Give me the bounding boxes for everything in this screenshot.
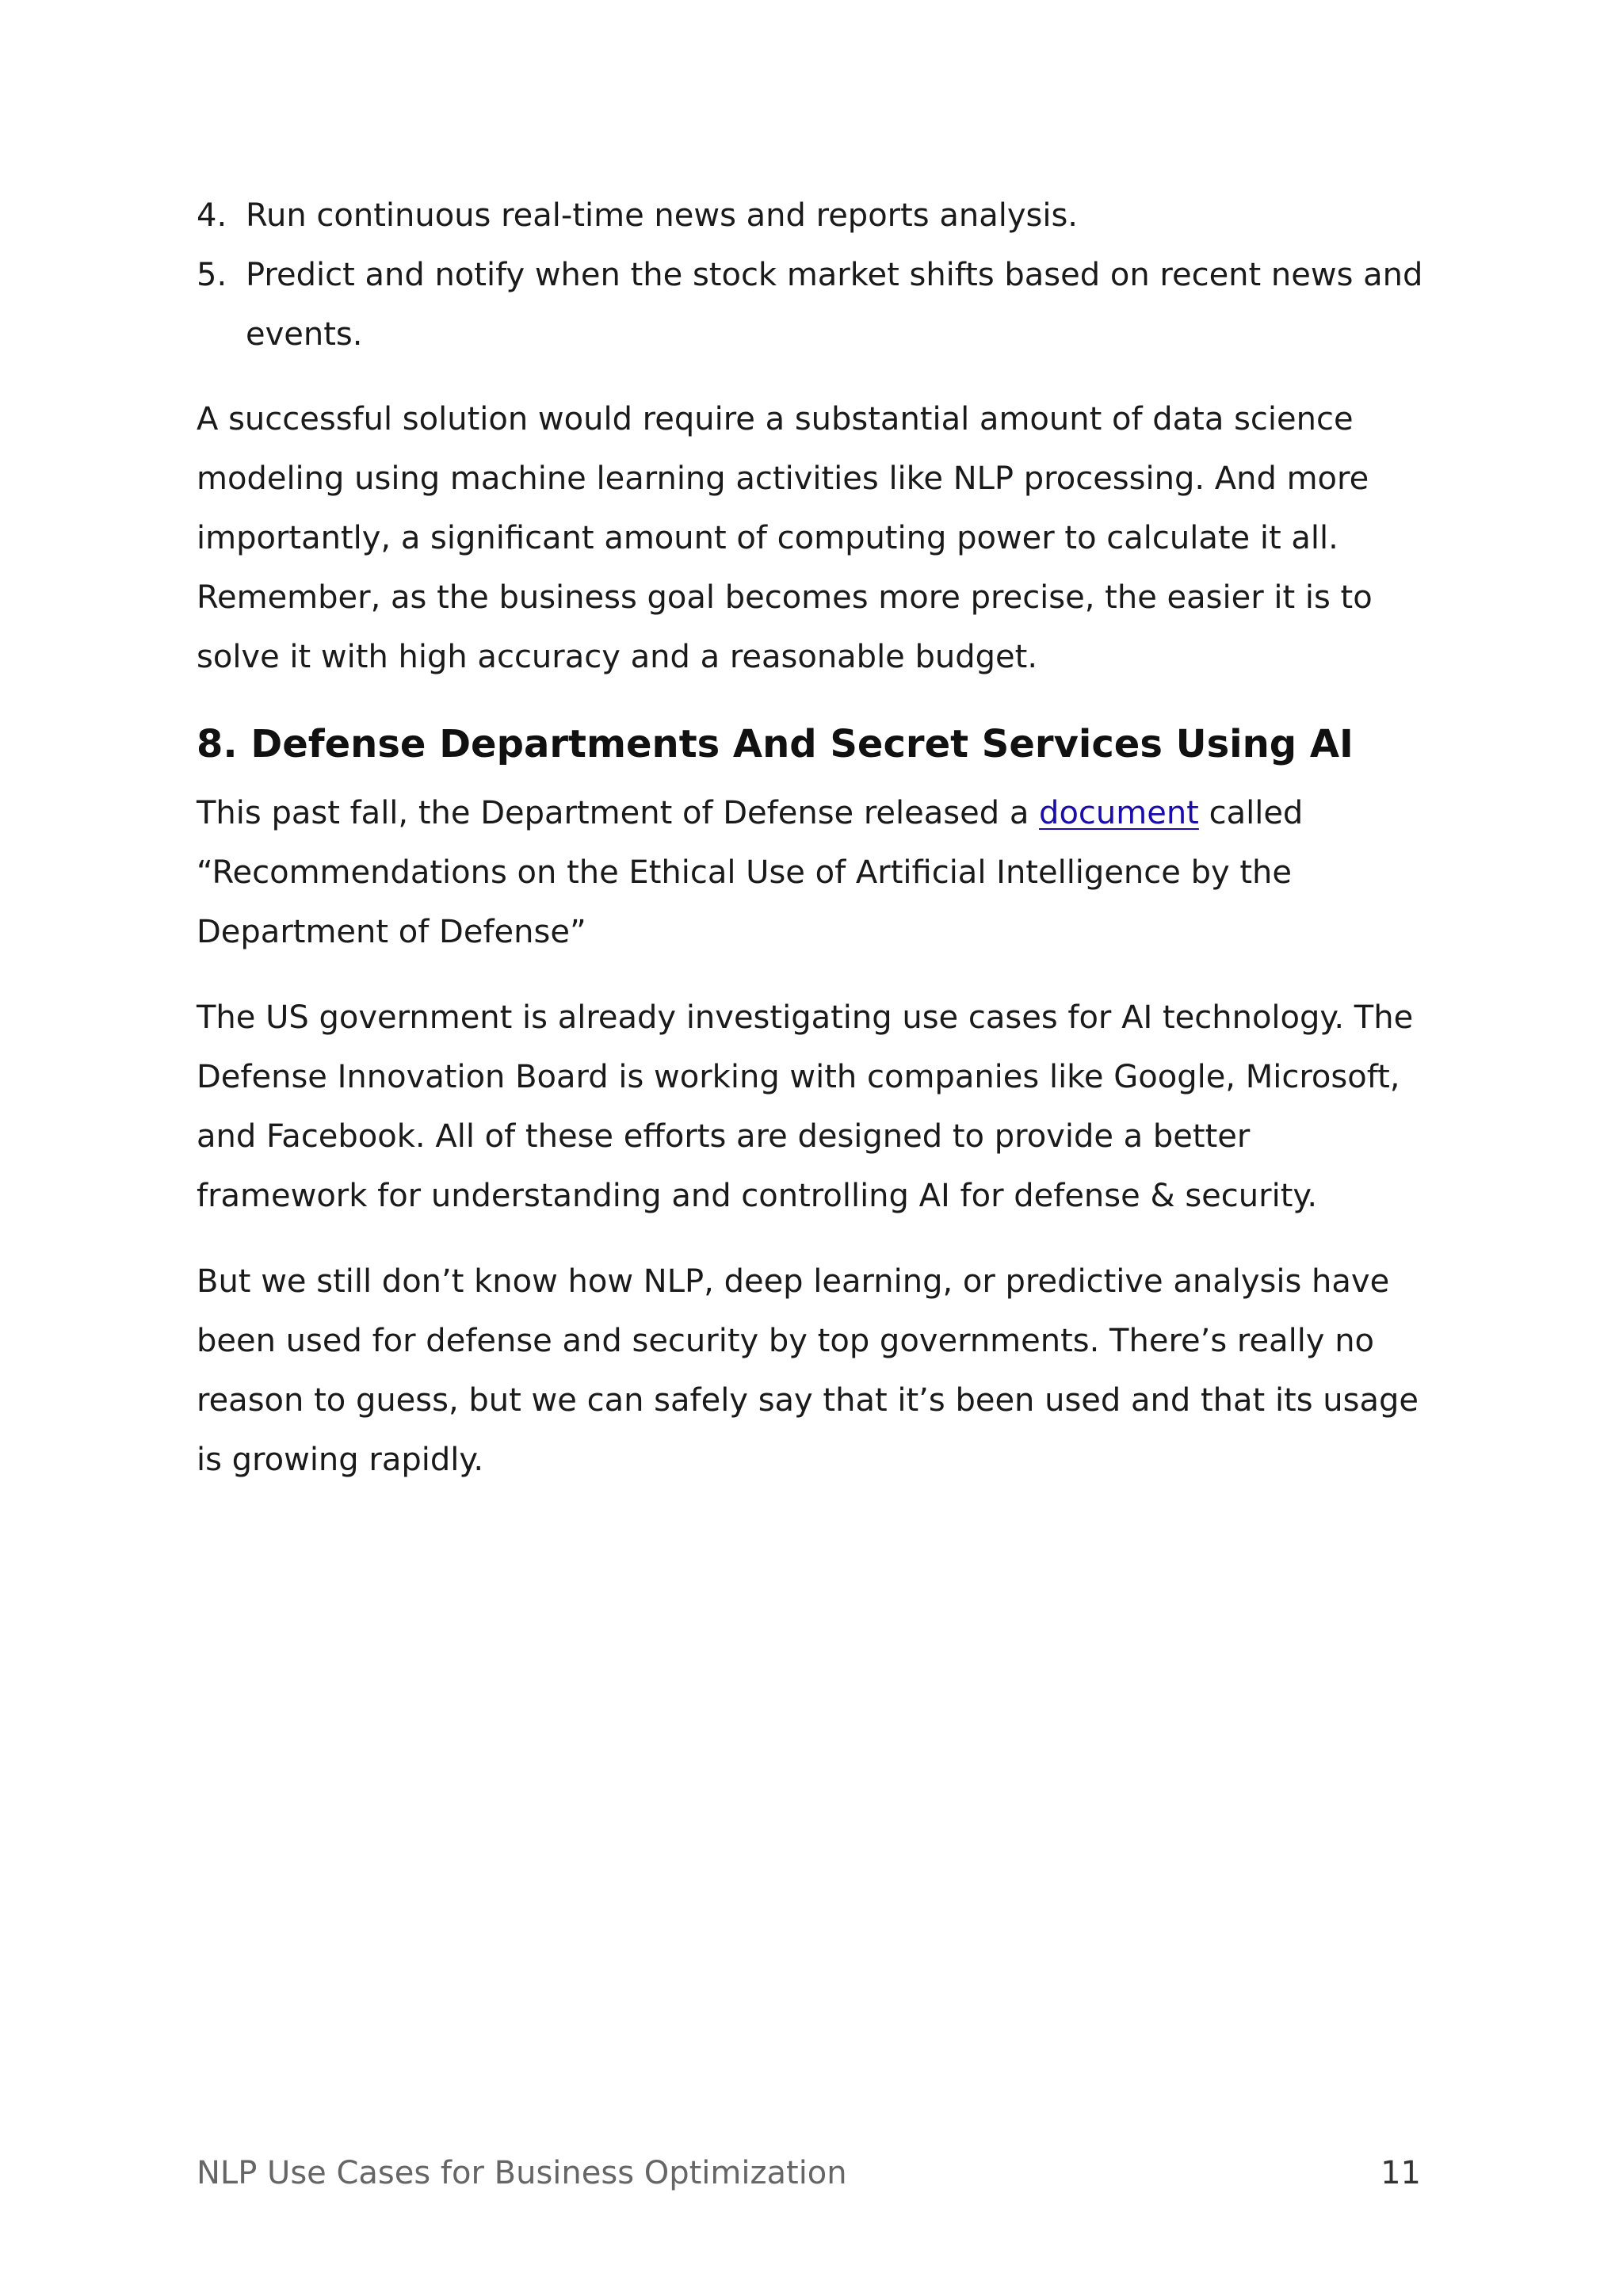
list-item-text: Predict and notify when the stock market shifts based on recent news and events.: [246, 257, 1423, 353]
paragraph-solution: A successful solution would require a substantial amount of data science modeling using machine learning activities like NLP processing. And more importantly, a significant amount of computing power to calculate it all. Remember, as the business goal becomes more precise, the easier it is to solve it with high accuracy and a reasonable budget.: [197, 401, 1373, 675]
list-item-number: 4.: [197, 197, 227, 234]
paragraph-dod: [197, 784, 1429, 962]
numbered-list: [197, 186, 1429, 365]
list-item: [197, 186, 1429, 246]
list-item: [197, 246, 1429, 365]
page-number: 11: [1381, 2155, 1421, 2191]
footer-title: NLP Use Cases for Business Optimization: [197, 2155, 847, 2191]
paragraph-dod-text-end: called “Recommendations on the Ethical Use of Artificial Intelligence by the Department of Defense”: [197, 795, 1304, 950]
page-content: [197, 186, 1429, 1490]
paragraph-unknown: But we still don’t know how NLP, deep learning, or predictive analysis have been used for defense and security by top governments. There’s really no reason to guess, but we can safely say that it’s been used and that its usage is growing rapidly.: [197, 1263, 1419, 1478]
paragraph-dod-text-start: This past fall, the Department of Defense released a: [197, 795, 1040, 831]
section-heading: 8. Defense Departments And Secret Services Using AI: [197, 722, 1354, 766]
document-link[interactable]: document: [1039, 795, 1199, 831]
list-item-text: Run continuous real-time news and reports analysis.: [246, 197, 1079, 234]
paragraph-government: The US government is already investigating use cases for AI technology. The Defense Innovation Board is working with companies like Google, Microsoft, and Facebook. All of these efforts are designed to provide a better framework for understanding and controlling AI for defense & security.: [197, 999, 1414, 1214]
list-item-number: 5.: [197, 257, 227, 293]
